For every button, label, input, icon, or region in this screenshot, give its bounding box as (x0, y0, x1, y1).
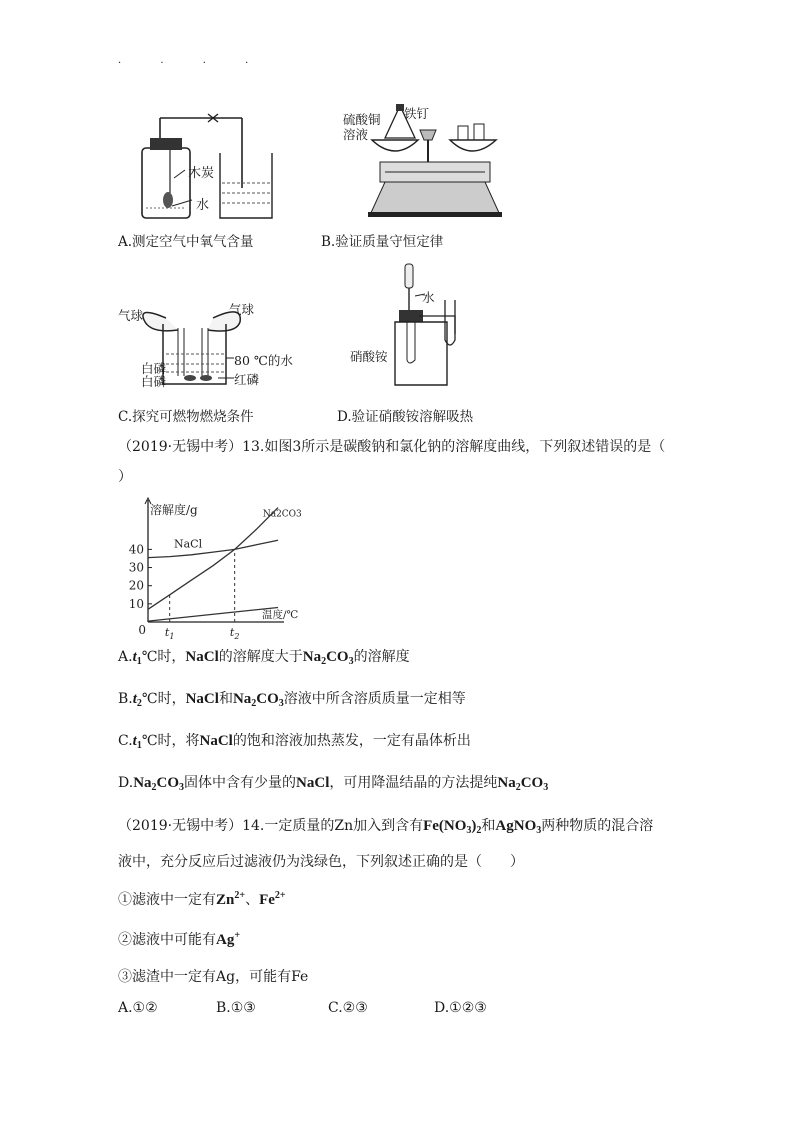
option-a-text2: 的溶解度大于 (218, 649, 303, 665)
q14-fe-ion: $Fe^{2+}$ (259, 890, 286, 908)
top-marks: · · · · (118, 58, 267, 69)
caption-c: C.探究可燃物燃烧条件 (118, 409, 254, 425)
q14-item-2: ②滤液中可能有Ag+ (118, 930, 241, 948)
y-axis-label: 溶解度/g (150, 503, 198, 517)
label-cuso4-2: 溶液 (343, 127, 369, 142)
label-water-d: 水 (422, 290, 435, 305)
q14-option-a[interactable]: A.①② (118, 1000, 158, 1016)
q13-stem-line2: ） (118, 469, 132, 485)
q13-stem-line1: （2019·无锡中考）13.如图3所示是碳酸钠和氯化钠的溶解度曲线，下列叙述错误的是（ (118, 439, 666, 455)
q14-stem-line2: 液中，充分反应后过滤液仍为浅绿色，下列叙述正确的是（ ） (118, 854, 524, 870)
x-axis-label: 温度/℃ (262, 609, 299, 621)
option-a-nacl: NaCl (185, 649, 219, 665)
option-d-na2co3-2: $Na_2CO_3$ (497, 775, 549, 793)
label-iron-nail: 铁钉 (404, 106, 430, 121)
label-80c-water: 80 ℃的水 (234, 353, 293, 368)
label-balloon-right: 气球 (229, 302, 255, 317)
q14-option-d[interactable]: D.①②③ (434, 1000, 487, 1016)
label-red-p: 红磷 (234, 372, 260, 387)
q13-option-a[interactable] (118, 646, 410, 667)
option-c-text2: 的饱和溶液加热蒸发，一定有晶体析出 (232, 733, 471, 749)
y-tick-label: 10 (128, 596, 144, 611)
option-a-text3: 的溶解度 (353, 649, 410, 665)
q14-item-1: ①滤液中一定有$Zn^{2+}$、$Fe^{2+}$ (118, 890, 286, 908)
y-tick-label: 20 (128, 578, 144, 593)
label-balloon-left: 气球 (118, 308, 144, 323)
q14-ag-ion: Ag+ (216, 930, 241, 948)
x-tick-label-t2: $t_2$ (229, 626, 240, 641)
option-b-text3: 溶液中所含溶质质量一定相等 (283, 691, 466, 707)
q14-option-c[interactable]: C.②③ (328, 1000, 368, 1016)
label-ammonium-nitrate: 硝酸铵 (350, 349, 388, 364)
q13-option-b[interactable] (118, 688, 466, 709)
option-b-t: $t_2$ (132, 691, 142, 709)
option-b-na2co3: $Na_2CO_3$ (232, 691, 284, 709)
q14-stem-pre: （2019·无锡中考）14.一定质量的Zn加入到含有 (118, 818, 424, 834)
chart-plot-layer (129, 498, 302, 641)
q14-option-b[interactable]: B.①③ (216, 1000, 256, 1016)
option-a-text1: ℃时， (141, 649, 186, 665)
q14-and: 和 (481, 818, 496, 834)
series-line-2 (148, 608, 278, 622)
option-d-text2: ，可用降温结晶的方法提纯 (329, 775, 498, 791)
label-cuso4-1: 硫酸铜 (343, 112, 381, 127)
x-tick-label-0: 0 (138, 623, 146, 637)
option-b-prefix: B. (118, 691, 133, 707)
option-d-text1: 固体中含有少量的 (184, 775, 297, 791)
q14-agno3: AgNO$_3$ (495, 818, 542, 836)
option-d-na2co3-1: $Na_2CO_3$ (133, 775, 185, 793)
caption-d: D.验证硝酸铵溶解吸热 (337, 409, 474, 425)
label-white-p-2: 白磷 (141, 374, 167, 389)
figure-d-dissolution (385, 260, 485, 390)
label-charcoal: 木炭 (188, 166, 215, 181)
series-line-1 (148, 508, 278, 610)
option-b-text1: ℃时， (141, 691, 186, 707)
y-tick-label: 40 (128, 542, 144, 557)
option-d-nacl: NaCl (296, 775, 330, 791)
x-tick-label-t1: $t_1$ (164, 626, 175, 641)
option-b-text2: 和 (218, 691, 233, 707)
caption-b: B.验证质量守恒定律 (321, 234, 444, 250)
option-b-nacl: NaCl (185, 691, 219, 707)
solubility-chart (118, 492, 302, 641)
q14-stem-line1 (118, 815, 653, 836)
q13-option-d[interactable] (118, 772, 548, 793)
option-c-nacl: NaCl (199, 733, 233, 749)
q14-fe-no3-2: $Fe(NO_3)_2$ (423, 818, 482, 836)
option-c-prefix: C. (118, 733, 133, 749)
caption-a: A.测定空气中氧气含量 (118, 234, 254, 250)
q14-stem-post: 两种物质的混合溶 (541, 818, 654, 834)
option-c-text1: ℃时，将 (141, 733, 200, 749)
label-white-p-1: 白磷 (141, 361, 167, 376)
label-water-a: 水 (196, 198, 210, 213)
option-a-t: $t_1$ (132, 649, 142, 667)
option-d-prefix: D. (118, 775, 134, 791)
series-label-nacl: NaCl (174, 537, 203, 551)
option-a-na2co3: $Na_2CO_3$ (302, 649, 354, 667)
option-c-t: $t_1$ (132, 733, 142, 751)
option-a-prefix: A. (118, 649, 133, 665)
q14-zn-ion: $Zn^{2+}$ (216, 890, 246, 908)
q13-option-c[interactable] (118, 730, 471, 751)
y-tick-label: 30 (128, 560, 144, 575)
series-label-na2co3: Na2CO3 (262, 509, 302, 520)
series-line-0 (148, 537, 278, 557)
q14-item-3: ③滤渣中一定有Ag，可能有Fe (118, 969, 309, 985)
